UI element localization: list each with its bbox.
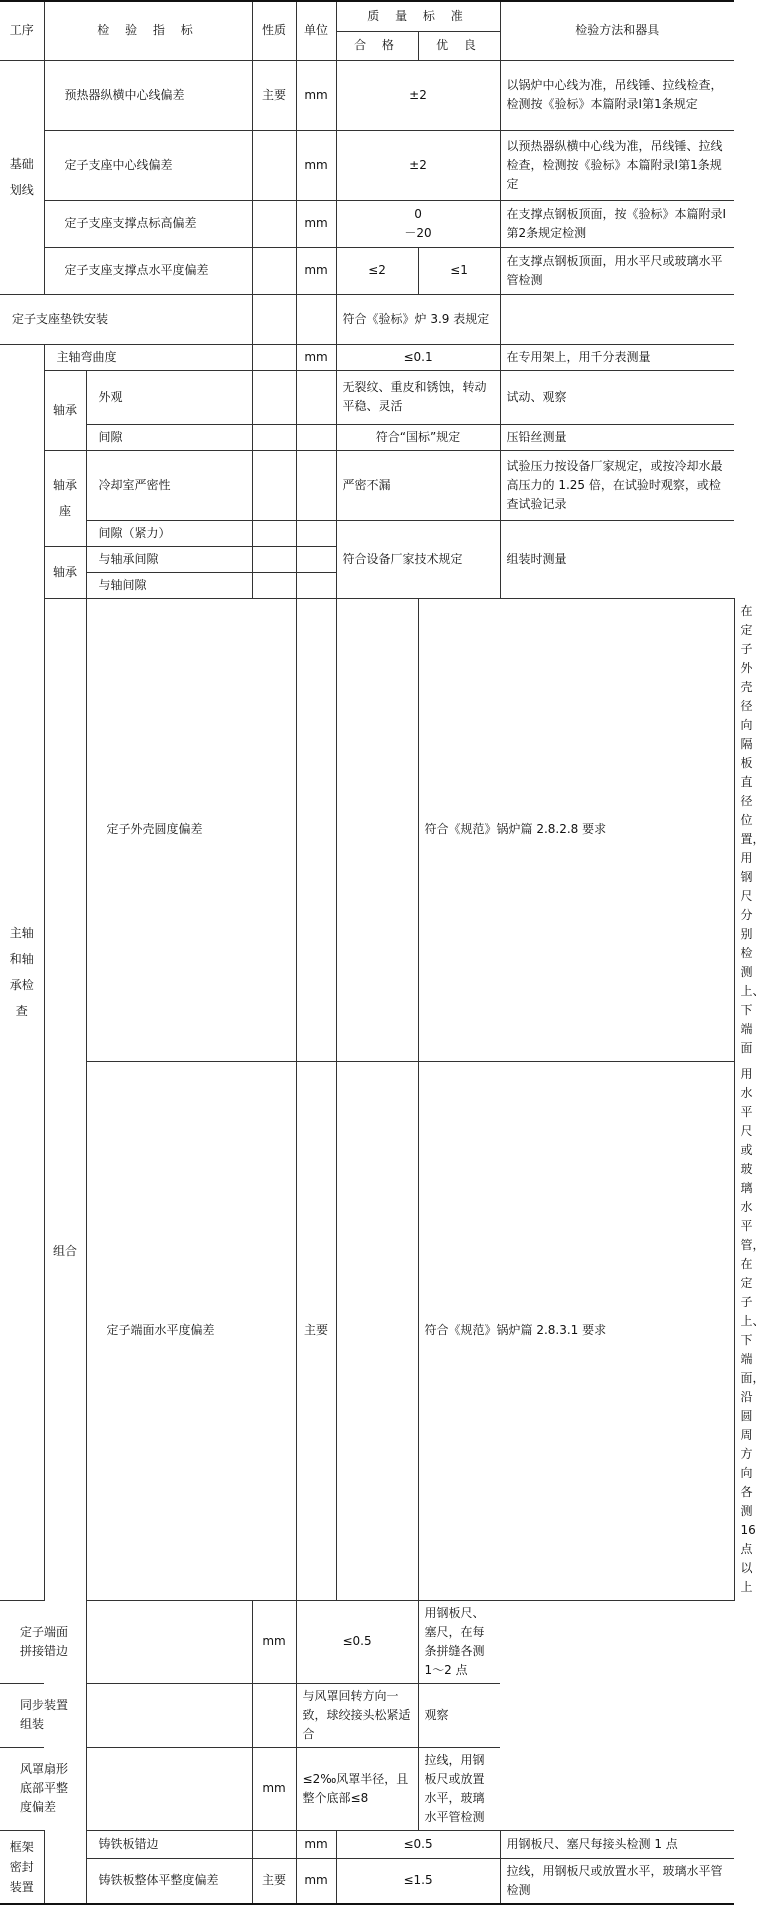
standard-cell <box>336 200 500 247</box>
excellent-cell: ≤1 <box>418 247 500 294</box>
nature-cell <box>252 247 296 294</box>
nature-cell <box>252 294 296 344</box>
standard-cell: 符合设备厂家技术规定 <box>336 520 500 598</box>
unit-cell <box>296 546 336 572</box>
item-cell: 铸铁板整体平整度偏差 <box>86 1858 252 1904</box>
table-row <box>0 1858 734 1904</box>
standard-cell: 符合《验标》炉 3.9 表规定 <box>336 294 500 344</box>
header-excellent: 优 良 <box>418 31 500 60</box>
nature-cell: 主要 <box>252 1858 296 1904</box>
table-row <box>0 1600 734 1683</box>
method-cell: 拉线，用钢板尺或放置水平，玻璃水平管检测 <box>500 1858 734 1904</box>
table-row <box>0 450 734 520</box>
nature-cell <box>252 200 296 247</box>
table-row: 组合 定子外壳圆度偏差 符合《规范》锅炉篇 2.8.2.8 要求 在定子外壳径向隔板直径位置，用钢尺分别检测上、下端面 <box>0 598 734 1061</box>
unit-cell: mm <box>252 1600 296 1683</box>
nature-cell <box>252 344 296 370</box>
table-row <box>0 60 734 130</box>
method-cell: 拉线，用钢板尺或放置水平，玻璃水平管检测 <box>418 1747 500 1830</box>
unit-cell: mm <box>296 1830 336 1858</box>
unit-cell <box>336 1061 418 1600</box>
table-row <box>0 130 734 200</box>
method-cell: 在支撑点钢板顶面，用水平尺或玻璃水平管检测 <box>500 247 734 294</box>
standard-cell: 与风罩回转方向一致，球绞接头松紧适合 <box>296 1683 418 1747</box>
method-cell: 组装时测量 <box>500 520 734 598</box>
section-label: 组合 <box>44 598 86 1904</box>
item-cell: 外观 <box>86 370 252 424</box>
unit-cell <box>296 370 336 424</box>
table-row <box>0 520 734 546</box>
unit-cell <box>296 520 336 546</box>
table-row: 定子端面水平度偏差 主要 符合《规范》锅炉篇 2.8.3.1 要求 用水平尺或玻璃水平管，在定子上、下端面，沿圆周方向各测 16 点以上 <box>0 1061 734 1600</box>
item-cell: 定子外壳圆度偏差 <box>86 598 296 1061</box>
unit-cell <box>296 450 336 520</box>
group-label: 框架密封装置 <box>0 1830 44 1904</box>
unit-cell <box>336 598 418 1061</box>
nature-cell <box>86 1683 252 1747</box>
item-cell: 风罩扇形底部平整度偏差 <box>0 1747 86 1830</box>
standard-cell: ±2 <box>336 60 500 130</box>
standard-cell: 符合《规范》锅炉篇 2.8.2.8 要求 <box>418 598 734 1061</box>
standard-cell: ±2 <box>336 130 500 200</box>
standard-cell: 无裂纹、重皮和锈蚀，转动平稳、灵活 <box>336 370 500 424</box>
qualified-cell: ≤2 <box>336 247 418 294</box>
method-cell: 试验压力按设备厂家规定，或按冷却水最高压力的 1.25 倍，在试验时观察，或检查试验记录 <box>500 450 734 520</box>
table-row <box>0 370 734 424</box>
nature-cell <box>86 1747 252 1830</box>
standard-cell: ≤0.1 <box>336 344 500 370</box>
standard-cell: 严密不漏 <box>336 450 500 520</box>
group-label: 轴承 <box>44 370 86 450</box>
nature-cell <box>252 1830 296 1858</box>
nature-cell <box>252 450 296 520</box>
item-cell: 定子支座垫铁安装 <box>0 294 252 344</box>
unit-cell: mm <box>296 247 336 294</box>
item-cell: 主轴弯曲度 <box>44 344 252 370</box>
nature-cell <box>252 572 296 598</box>
standard-cell: 符合“国标”规定 <box>336 424 500 450</box>
item-cell: 间隙 <box>86 424 252 450</box>
table-row <box>0 294 734 344</box>
item-cell: 与轴承间隙 <box>86 546 252 572</box>
table-row <box>0 424 734 450</box>
nature-cell <box>252 546 296 572</box>
method-cell: 以预热器纵横中心线为准，吊线锤、拉线检查，检测按《验标》本篇附录Ⅰ第1条规定 <box>500 130 734 200</box>
header-nature: 性质 <box>252 1 296 60</box>
unit-cell: mm <box>296 1858 336 1904</box>
table-row <box>0 1683 734 1747</box>
method-cell: 观察 <box>418 1683 500 1747</box>
unit-cell: mm <box>296 130 336 200</box>
nature-cell <box>296 598 336 1061</box>
standard-cell: ≤0.5 <box>336 1830 500 1858</box>
header-quality-standard: 质 量 标 准 <box>336 1 500 31</box>
unit-cell: mm <box>296 200 336 247</box>
method-cell: 在支撑点钢板顶面，按《验标》本篇附录Ⅰ第2条规定检测 <box>500 200 734 247</box>
method-cell: 试动、观察 <box>500 370 734 424</box>
nature-cell <box>252 424 296 450</box>
nature-cell <box>252 520 296 546</box>
item-cell: 定子支座支撑点水平度偏差 <box>44 247 252 294</box>
method-cell: 压铅丝测量 <box>500 424 734 450</box>
header-qualified: 合 格 <box>336 31 418 60</box>
method-cell: 用钢板尺、塞尺，在每条拼缝各测 1～2 点 <box>418 1600 500 1683</box>
table-row <box>0 200 734 247</box>
item-cell: 定子支座中心线偏差 <box>44 130 252 200</box>
table-row <box>0 1747 734 1830</box>
standard-cell: ≤0.5 <box>296 1600 418 1683</box>
nature-cell <box>252 370 296 424</box>
header-indicator: 检 验 指 标 <box>44 1 252 60</box>
item-cell: 同步装置组装 <box>0 1683 86 1747</box>
nature-cell <box>86 1600 252 1683</box>
item-cell: 与轴间隙 <box>86 572 252 598</box>
unit-cell <box>296 294 336 344</box>
table-row <box>0 1830 734 1858</box>
nature-cell: 主要 <box>296 1061 336 1600</box>
header-method: 检验方法和器具 <box>500 1 734 60</box>
standard-cell: 符合《规范》锅炉篇 2.8.3.1 要求 <box>418 1061 734 1600</box>
header-unit: 单位 <box>296 1 336 60</box>
method-cell: 以锅炉中心线为准，吊线锤、拉线检查，检测按《验标》本篇附录Ⅰ第1条规定 <box>500 60 734 130</box>
standard-cell: ≤2‰风罩半径，且整个底部≤8 <box>296 1747 418 1830</box>
item-cell: 铸铁板错边 <box>86 1830 252 1858</box>
unit-cell: mm <box>296 60 336 130</box>
standard-cell: ≤1.5 <box>336 1858 500 1904</box>
group-label: 轴承座 <box>44 450 86 546</box>
header-process: 工序 <box>0 1 44 60</box>
method-cell <box>500 294 734 344</box>
unit-cell <box>296 424 336 450</box>
item-cell: 定子支座支撑点标高偏差 <box>44 200 252 247</box>
section-label: 主轴和轴承检查 <box>0 344 44 1600</box>
method-cell: 在专用架上，用千分表测量 <box>500 344 734 370</box>
nature-cell: 主要 <box>252 60 296 130</box>
section-label: 基础划线 <box>0 60 44 294</box>
standard-upper: 0 <box>414 206 422 221</box>
unit-cell: mm <box>252 1747 296 1830</box>
item-cell: 间隙（紧力） <box>86 520 252 546</box>
table-row <box>0 344 734 370</box>
table-row <box>0 247 734 294</box>
method-cell: 用钢板尺、塞尺每接头检测 1 点 <box>500 1830 734 1858</box>
group-label: 轴承 <box>44 546 86 598</box>
unit-cell <box>296 572 336 598</box>
unit-cell <box>252 1683 296 1747</box>
item-cell: 冷却室严密性 <box>86 450 252 520</box>
standard-lower: －20 <box>404 225 432 240</box>
item-cell: 定子端面水平度偏差 <box>86 1061 296 1600</box>
item-cell: 预热器纵横中心线偏差 <box>44 60 252 130</box>
nature-cell <box>252 130 296 200</box>
header-row <box>0 1 734 31</box>
unit-cell: mm <box>296 344 336 370</box>
item-cell: 定子端面拼接错边 <box>0 1600 86 1683</box>
